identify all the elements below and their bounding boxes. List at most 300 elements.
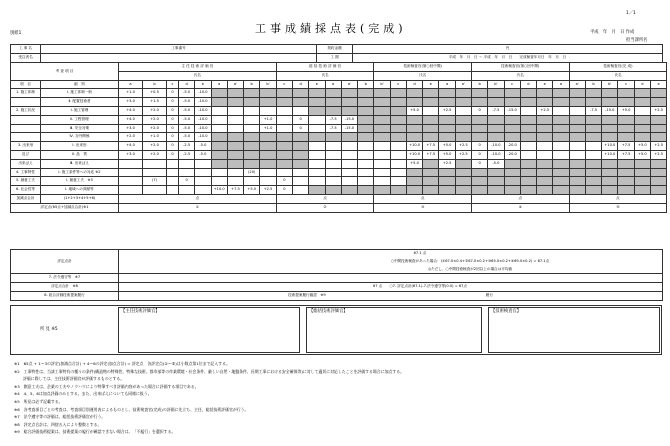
score-cell: 0 [167,142,179,151]
score-cell [227,133,243,142]
author-department: 担当課所名 [626,38,648,43]
score-cell [439,98,455,107]
score-cell [520,142,536,151]
row-item [11,98,41,107]
score-cell [374,124,390,133]
score-cell: -5.0 [488,159,504,168]
period-value: 平成 年 月 日 ～ 平成 年 月 日 完成検査年月日 年 月 日 [353,53,663,62]
name-field: 氏名 [374,71,472,80]
score-cell [374,177,390,186]
score-cell [227,115,243,124]
score-cell [520,115,536,124]
score-cell [650,186,666,195]
score-cell [325,106,341,115]
score-cell [439,124,455,133]
score-cell [634,133,650,142]
score-cell [374,115,390,124]
score-cell [439,177,455,186]
name-field: 氏名 [119,71,277,80]
score-cell [276,89,292,98]
score-cell [211,150,227,159]
score-cell [195,168,211,177]
score-cell: +2.5 [537,106,553,115]
score-cell: -15.0 [341,115,357,124]
score-cell [569,89,585,98]
score-cell: -5.0 [195,142,211,151]
score-cell [325,150,341,159]
score-cell [309,142,325,151]
score-cell: +1.0 [143,133,167,142]
score-cell [504,133,520,142]
score-cell [537,133,553,142]
score-cell: 0 [179,177,195,186]
score-cell: -10.0 [195,133,211,142]
score-cell [585,177,601,186]
score-cell [634,124,650,133]
score-cell [211,159,227,168]
score-cell [472,133,488,142]
score-cell [439,186,455,195]
score-cell [341,106,357,115]
score-cell [553,150,569,159]
score-cell [618,98,634,107]
score-cell [358,186,374,195]
score-cell [374,133,390,142]
score-cell [276,115,292,124]
score-cell: +5.0 [439,150,455,159]
opinion-box-2: 【総括技術評価官】 [306,307,482,353]
row-sub-item: Ⅳ. 対外関係 [41,133,119,142]
contractor-value [41,53,317,62]
tech-check: 技術提案履行確認 ※9 履行 [119,291,663,300]
score-cell: +2.0 [143,142,167,151]
score-cell [634,115,650,124]
score-cell: 0 [276,186,292,195]
score-cell [358,89,374,98]
score-cell: -2.5 [179,150,195,159]
score-cell [260,106,276,115]
score-cell [227,106,243,115]
score-row [11,168,667,177]
score-cell: +10.0 [602,150,618,159]
score-cell: +1.0 [260,115,276,124]
score-cell: -5.0 [179,133,195,142]
score-cell [325,133,341,142]
score-cell [244,177,260,186]
score-cell [406,177,422,186]
score-cell [260,98,276,107]
score-cell [602,133,618,142]
score-cell [520,124,536,133]
score-cell [455,106,471,115]
score-cell: -10.0 [195,89,211,98]
score-cell [167,168,179,177]
score-cell [167,186,179,195]
score-cell: 0 [472,150,488,159]
score-cell [553,89,569,98]
row-item: 6. 社会性等 [11,186,41,195]
score-cell [472,98,488,107]
score-cell [423,115,439,124]
info-table [10,44,663,63]
score-cell [553,98,569,107]
score-cell [309,89,325,98]
score-cell [650,133,666,142]
score-cell [341,133,357,142]
score-cell: -7.5 [325,124,341,133]
score-cell [553,133,569,142]
items-header: 考 査 項 目 [11,63,119,81]
score-cell [292,159,308,168]
score-cell [472,89,488,98]
score-cell [585,186,601,195]
unit-cell: 点 [569,194,667,203]
score-cell [390,177,406,186]
score-cell [244,106,260,115]
score-cell [167,159,179,168]
score-cell: -7.5 [585,106,601,115]
score-cell [260,168,276,177]
score-cell: 0 [167,150,179,159]
row-sub-item: Ⅰ. 施工体制一般 [41,89,119,98]
score-cell [504,115,520,124]
score-cell: +2.5 [455,142,471,151]
score-cell [211,115,227,124]
score-cell: -5.0 [179,115,195,124]
score-cell: 0 [167,124,179,133]
score-cell [341,168,357,177]
score-cell [585,124,601,133]
score-cell [309,159,325,168]
score-cell: +2.5 [260,186,276,195]
score-cell [358,150,374,159]
score-cell: +2.5 [439,159,455,168]
score-cell [650,177,666,186]
score-cell [276,150,292,159]
score-cell: +4.0 [119,142,143,151]
footnote-line: ※3 創意工夫は、企業の工夫やノウハウにより特筆すべき評価内容があった場合に評価する項目である。 [14,383,199,389]
score-cell [227,124,243,133]
score-cell: +2.0 [143,150,167,159]
score-cell [390,150,406,159]
score-cell [520,159,536,168]
score-cell [602,98,618,107]
score-cell: 0 [167,106,179,115]
score-cell: +5.0 [634,142,650,151]
score-cell [602,124,618,133]
score-cell [244,89,260,98]
row-sub-item: Ⅲ. 安全対策 [41,124,119,133]
score-cell [292,133,308,142]
score-cell [569,98,585,107]
score-cell [211,177,227,186]
circle-5: ⑤ [569,203,667,212]
score-cell: -5.0 [179,106,195,115]
name-field: 氏名 [276,71,374,80]
score-row [11,106,667,115]
unit-cell: 点 [119,194,277,203]
score-cell [167,177,179,186]
footnote-line: ※6 各考査項目ごとの考査は、考査項目別運用表によるものとし、技術検査官(完成)の評価に先立ち、主任、総括技術評価官が行う。 [14,406,249,412]
score-cell [537,124,553,133]
score-cell [244,159,260,168]
score-cell [585,98,601,107]
score-cell [439,115,455,124]
score-cell [520,106,536,115]
score-cell [569,168,585,177]
score-row [11,150,667,159]
eval-note-2: ◎ただし、○中間技術検査が2回以上の場合は平均値 [119,266,663,274]
score-cell [504,168,520,177]
score-cell [650,89,666,98]
score-cell [569,159,585,168]
score-cell [374,159,390,168]
score-cell [634,89,650,98]
score-cell [520,186,536,195]
score-cell: +5.0 [406,159,422,168]
name-field: 氏名 [569,71,667,80]
scoring-table [10,62,667,213]
score-cell [488,98,504,107]
score-cell: -7.5 [488,106,504,115]
score-cell: -5.0 [179,89,195,98]
score-label: 評定点(65点+加減点合計)※1 [11,203,119,212]
score-cell [260,133,276,142]
score-cell: +2.5 [650,106,666,115]
score-cell [309,177,325,186]
row-item [11,124,41,133]
score-cell [179,168,195,177]
score-cell [472,124,488,133]
score-cell [276,159,292,168]
score-cell [618,89,634,98]
footnote-line: ※4 4、5、6は加点評価のみとする。また、出来ばえについても同様に扱う。 [14,391,152,397]
score-cell [374,106,390,115]
item-header: 項 目 [11,80,41,89]
score-cell [276,168,292,177]
score-cell [585,115,601,124]
score-cell [585,168,601,177]
row-item: 及び [11,150,41,159]
score-cell [455,177,471,186]
score-cell [618,186,634,195]
score-cell: -10.0 [195,115,211,124]
row-item [11,115,41,124]
score-cell [309,186,325,195]
score-cell: +2.5 [439,106,455,115]
sum-expr: (1+2+3+4+5+6) [41,194,119,203]
score-cell [244,133,260,142]
score-cell [292,186,308,195]
score-cell [634,186,650,195]
score-cell [260,89,276,98]
score-cell [341,142,357,151]
score-cell [537,89,553,98]
score-cell: +7.5 [618,142,634,151]
score-row [11,186,667,195]
score-cell [292,168,308,177]
score-cell: -10.0 [195,124,211,133]
score-cell [227,89,243,98]
score-cell: +2.5 [455,150,471,159]
score-cell: 0 [292,115,308,124]
score-cell [390,133,406,142]
creation-date: 平成 年 月 日 作成 [590,30,635,35]
footnote-line: ※5 所見は必ず記載する。 [14,399,63,404]
summary-table [10,249,663,301]
score-cell [341,177,357,186]
score-cell [585,142,601,151]
score-cell [504,89,520,98]
score-cell [292,106,308,115]
row-sub-item: Ⅰ. 施工管理 [41,106,119,115]
score-cell: -2.5 [179,142,195,151]
score-cell [569,142,585,151]
score-cell [309,150,325,159]
score-row [11,89,667,98]
score-cell [341,150,357,159]
score-row [11,133,667,142]
score-cell [119,159,143,168]
score-cell [211,133,227,142]
score-cell [650,115,666,124]
score-cell [260,177,276,186]
score-cell [374,98,390,107]
score-cell [423,133,439,142]
score-cell [423,124,439,133]
score-cell [325,177,341,186]
score-cell [325,168,341,177]
score-cell [569,186,585,195]
score-cell [119,186,143,195]
score-row [11,159,667,168]
score-cell [553,115,569,124]
row-item: 5. 創意工夫 [11,177,41,186]
score-cell [553,186,569,195]
score-cell [423,177,439,186]
grade-letter-row: 項 目 細 別 a b c d e a a' b b' c d e a a' b b' c d e a a' b b' c d e a a' b b' c d e [11,80,667,89]
score-cell [358,98,374,107]
score-cell [537,142,553,151]
score-cell [553,142,569,151]
score-cell: +7.5 [423,150,439,159]
score-cell [211,124,227,133]
score-cell [520,150,536,159]
footnote-line: ※1 65点 + 1～3の評定(加減点合計) + 4～6の評定(加点合計) = 評定点 各評定点(①～⑤)は小数点第1位まで記入する。 [14,361,230,366]
score-cell [472,168,488,177]
footnote-line: ※2 工事特性は、当該工事特有の種々の条件(構造物の特殊性、特殊な技術、都市部等の作業環境・社会条件、厳しい自然・地盤条件、長期工事における安全確保等)に対して適切に対応したことを評価する場合に加点する。 [14,368,405,374]
score-cell [455,159,471,168]
score-cell [390,142,406,151]
score-cell: +10.0 [406,142,422,151]
score-cell: -7.5 [325,115,341,124]
score-cell [520,89,536,98]
score-cell [618,159,634,168]
law-label: 7. 法令遵守等 ※7 [11,274,119,283]
score-cell [455,168,471,177]
score-cell [374,142,390,151]
footnote-line: ※7 法令遵守等の評価は、総括技術評価官が行う。 [14,414,106,420]
unit-cell: 点 [374,194,472,203]
score-cell [358,177,374,186]
group-header-4: 技術検査官(第○回中間) [472,63,570,72]
row-sub-item: Ⅱ. 工程管理 [41,115,119,124]
score-cell [374,150,390,159]
score-cell [244,115,260,124]
score-cell [325,159,341,168]
score-cell: +3.0 [119,124,143,133]
score-cell [537,168,553,177]
score-cell [244,142,260,151]
score-cell [537,186,553,195]
score-cell [325,186,341,195]
score-cell: -5.0 [179,124,195,133]
score-cell [504,186,520,195]
score-cell: (20) [244,168,260,177]
score-cell: +2.0 [119,133,143,142]
score-cell [602,115,618,124]
score-cell: +2.5 [650,142,666,151]
score-cell: +2.0 [143,124,167,133]
score-cell: -10.0 [195,106,211,115]
score-cell [276,106,292,115]
score-cell: 0 [292,124,308,133]
score-cell [569,177,585,186]
score-cell [553,124,569,133]
score-cell [276,124,292,133]
row-sub-item: Ⅰ. 施工条件等への対応 ※2 [41,168,119,177]
group-header-1: 主 任 技 術 評 価 官 [119,63,277,72]
score-cell [309,124,325,133]
final-value: 67 点 ○7. 評定点計(67.1)-7.法令遵守等(0.0) = 67点 [119,283,663,292]
score-cell [472,177,488,186]
score-row [11,177,667,186]
score-cell [520,133,536,142]
score-cell [276,133,292,142]
score-cell: +5.0 [406,106,422,115]
tech-label: 8. 総合評価技術提案履行 [11,291,119,300]
score-cell [292,142,308,151]
score-cell [211,89,227,98]
score-cell [211,142,227,151]
score-cell [358,124,374,133]
score-cell [488,89,504,98]
score-cell [634,159,650,168]
score-cell: -15.0 [504,106,520,115]
score-cell [650,124,666,133]
score-cell [390,106,406,115]
score-cell [504,177,520,186]
score-cell [406,186,422,195]
score-cell: +10.0 [602,142,618,151]
score-cell [423,89,439,98]
score-cell: 0 [276,177,292,186]
score-cell [488,168,504,177]
score-cell: +1.5 [143,98,167,107]
final-label: 評定点合計 ※8 [11,283,119,292]
score-cell: 0 [472,142,488,151]
score-cell [553,168,569,177]
score-cell: +0.5 [143,89,167,98]
score-cell [602,177,618,186]
score-cell [276,142,292,151]
score-row [11,115,667,124]
score-cell [488,186,504,195]
score-cell [325,142,341,151]
work-name-value: 工事番号 [41,45,317,54]
score-cell [423,98,439,107]
score-cell [341,186,357,195]
